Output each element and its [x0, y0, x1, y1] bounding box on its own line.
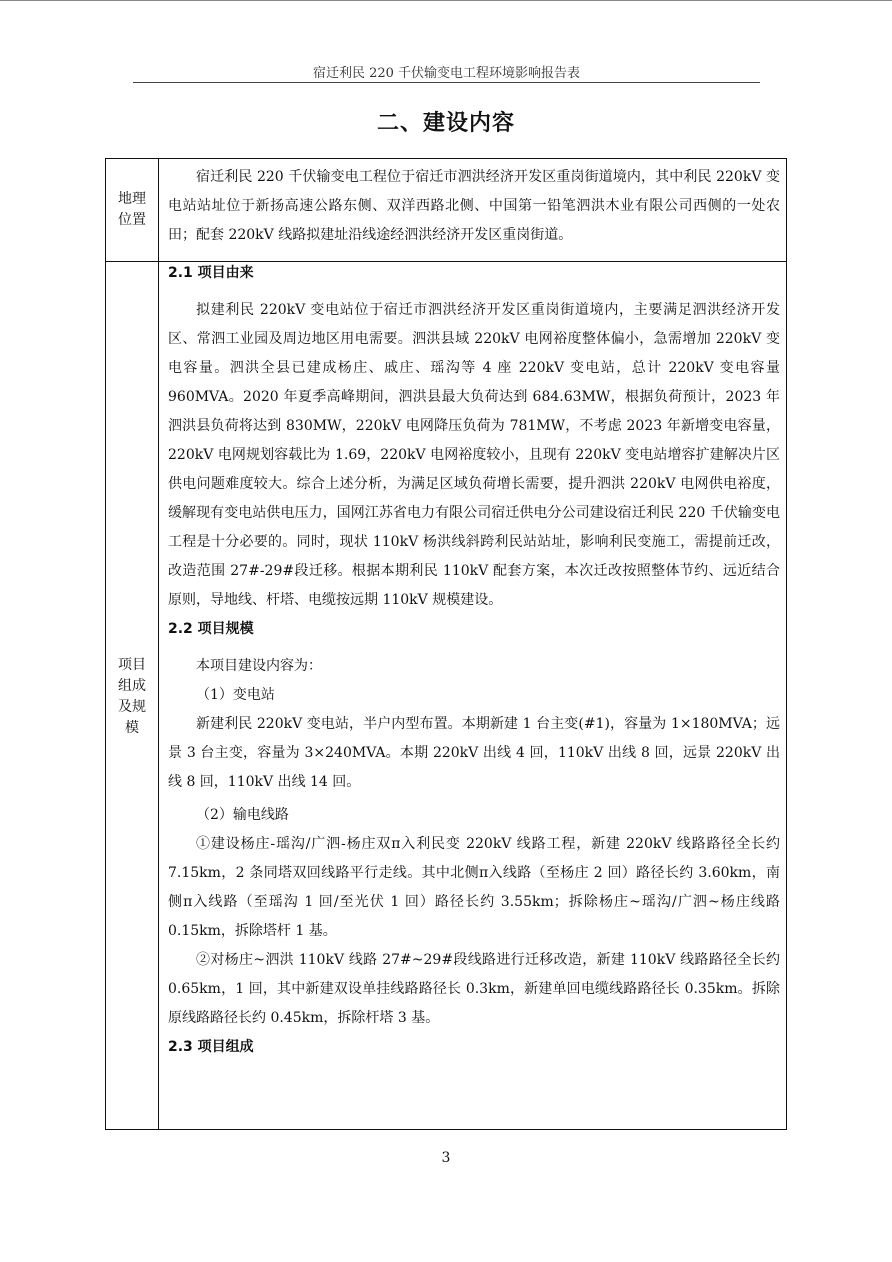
composition-label-text: 项目组成及规模 — [118, 657, 146, 736]
location-label — [106, 189, 158, 231]
substation-text: 新建利民 220kV 变电站，半户内型布置。本期新建 1 台主变(#1)，容量为 1×180MVA；远景 3 台主变，容量为 3×240MVA。本期 220kV 出线 4 回，110kV 出线 8 回，远景 220kV 出线 8 回，110kV 出线 14 回。 — [168, 716, 780, 790]
column-divider — [158, 159, 159, 1129]
top-border-line — [0, 0, 892, 1]
header-rule — [133, 82, 760, 83]
section-2-1-text: 拟建利民 220kV 变电站位于宿迁市泗洪经济开发区重岗街道境内，主要满足泗洪经济开发区、常泗工业园及周边地区用电需要。泗洪县域 220kV 电网裕度整体偏小，急需增加 220kV 变电容量。泗洪全县已建成杨庄、戚庄、瑶沟等 4 座 220kV 变电站，总计 220kV 变电容量 960MVA。2020 年夏季高峰期间，泗洪县最大负荷达到 684.63MW，根据负荷预计，2023 年泗洪县负荷将达到 830MW，220kV 电网降压负荷为 781MW，不考虑 2023 年新增变电容量，220kV 电网规划容载比为 1.69，220kV 电网裕度较小，且现有 220kV 变电站增容扩建解决片区供电问题难度较大。综合上述分析，为满足区域负荷增长需要，提升泗洪 220kV 电网供电裕度，缓解现有变电站供电压力，国网江苏省电力有限公司宿迁供电分公司建设宿迁利民 220 千伏输变电工程是十分必要的。同时，现状 110kV 杨洪线斜跨利民站站址，影响利民变施工，需提前迁改，改造范围 27#-29#段迁移。根据本期利民 110kV 配套方案，本次迁改按照整体节约、远近结合原则，导地线、杆塔、电缆按远期 110kV 规模建设。 — [168, 302, 780, 608]
running-header: 宿迁利民 220 千伏输变电工程环境影响报告表 — [312, 66, 581, 81]
section-2-2-intro: 本项目建设内容为： — [196, 658, 322, 674]
location-text: 宿迁利民 220 千伏输变电工程位于宿迁市泗洪经济开发区重岗街道境内，其中利民 220kV 变电站站址位于新扬高速公路东侧、双洋西路北侧、中国第一铅笔泗洪木业有限公司西侧的一处农田；配套 220kV 线路拟建址沿线途经泗洪经济开发区重岗街道。 — [168, 169, 780, 243]
section-2-1-heading: 2.1 项目由来 — [168, 265, 254, 281]
section-2-3-heading: 2.3 项目组成 — [168, 1039, 254, 1055]
content-table — [105, 158, 787, 1130]
location-cell — [168, 163, 780, 250]
substation-subheading: （1）变电站 — [196, 687, 275, 703]
composition-label — [106, 655, 158, 739]
section-title: 二、建设内容 — [376, 111, 515, 136]
page-number: 3 — [441, 1150, 451, 1166]
composition-cell — [168, 259, 780, 1062]
line-text-1: ①建设杨庄-瑶沟/广泗-杨庄双π入利民变 220kV 线路工程，新建 220kV 线路路径全长约 7.15km，2 条同塔双回线路平行走线。其中北侧π入线路（至杨庄 2 回）路径长约 3.60km，南侧π入线路（至瑶沟 1 回/至光伏 1 回）路径长约 3.55km；拆除杨庄~瑶沟/广泗~杨庄线路 0.15km，拆除塔杆 1 基。 — [168, 836, 780, 939]
location-label-text: 地理位置 — [118, 191, 146, 228]
line-text-2: ②对杨庄~泗洪 110kV 线路 27#~29#段线路进行迁移改造，新建 110kV 线路路径全长约 0.65km，1 回，其中新建双设单挂线路路径长 0.3km，新建单回电缆线路路径长 0.35km。拆除原线路路径长约 0.45km，拆除杆塔 3 基。 — [168, 952, 780, 1026]
section-2-2-heading: 2.2 项目规模 — [168, 621, 254, 637]
line-subheading: （2）输电线路 — [196, 807, 289, 823]
